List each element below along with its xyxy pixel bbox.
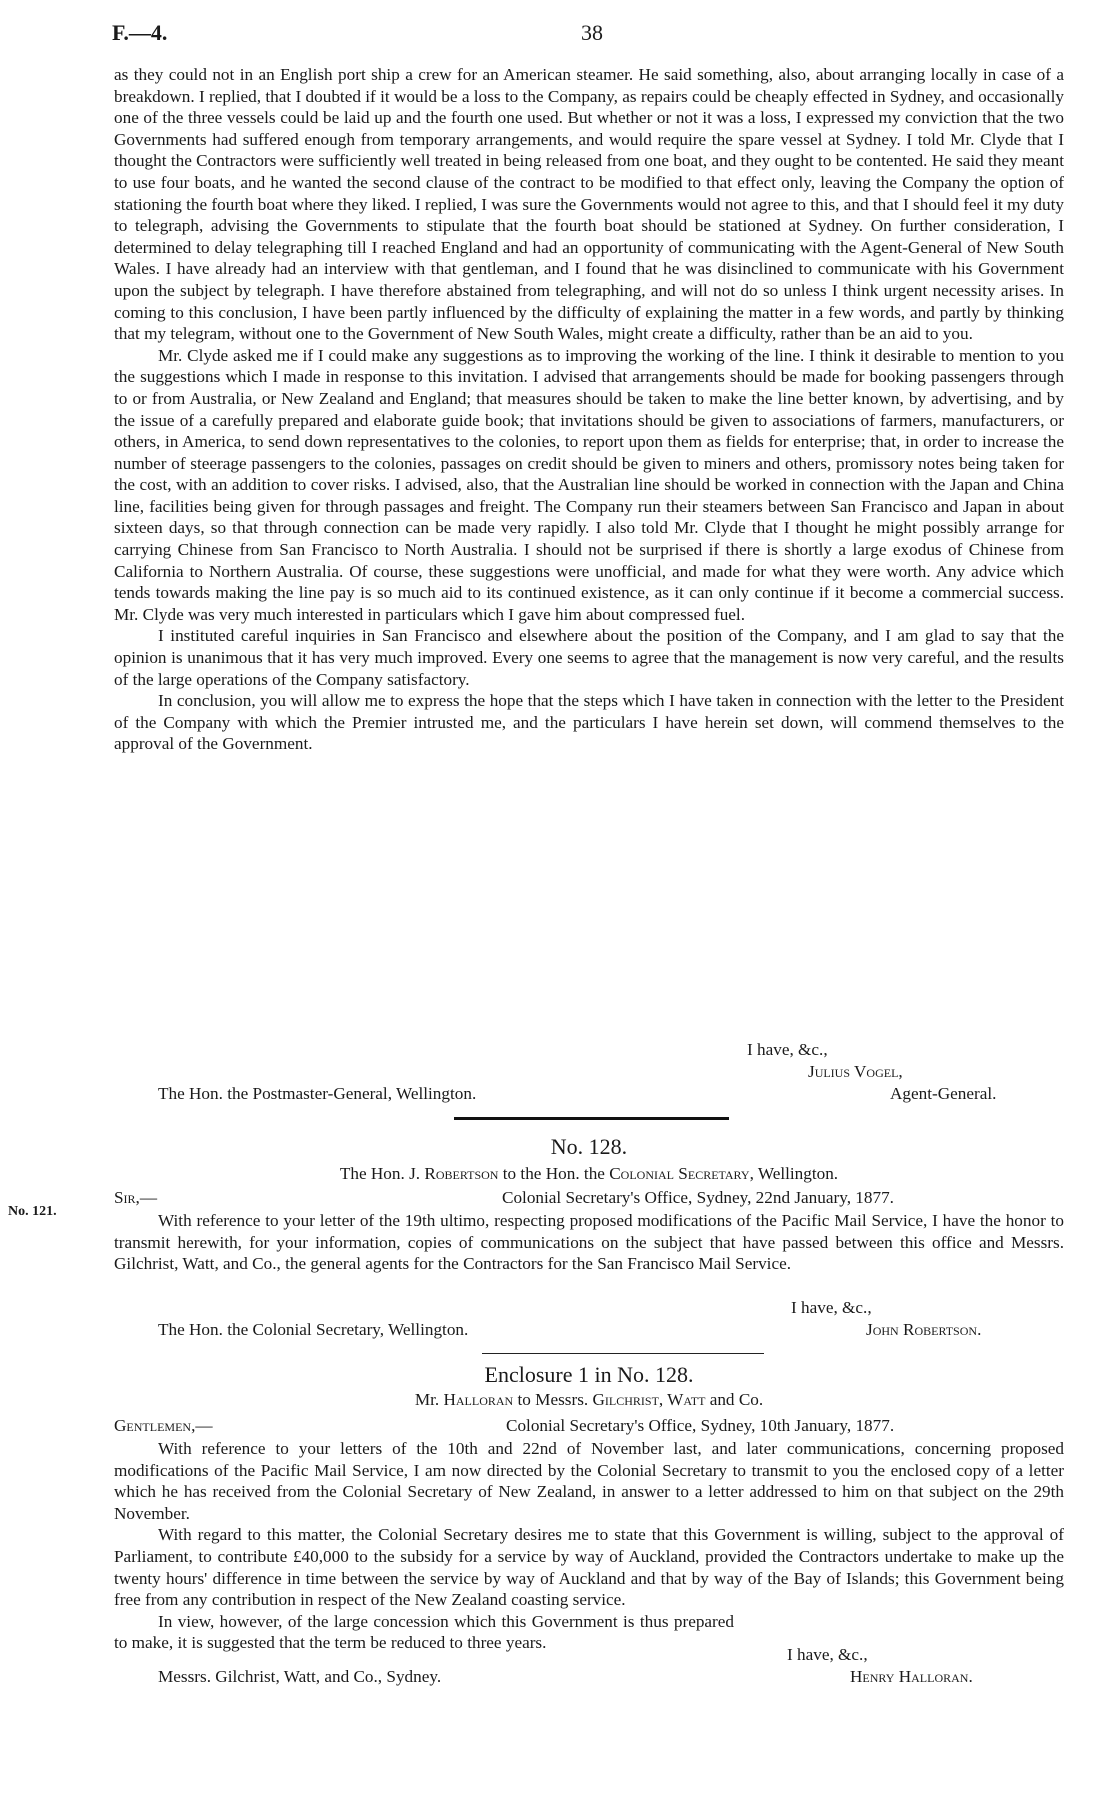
- signature: John Robertson.: [866, 1320, 982, 1339]
- enclosure-subtitle: Mr. Halloran to Messrs. Gilchrist, Watt and Co.: [414, 1390, 764, 1409]
- body-paragraph: I instituted careful inquiries in San Francisco and elsewhere about the position of the Company, and I am glad to say that the opinion is unanimous that it has very much improved. Every one seems to agree that the management is now very careful, and the results of the large operations of the Company satisfactory.: [114, 626, 1064, 689]
- salutation: Sir,—: [114, 1188, 158, 1207]
- enclosure-title: Enclosure 1 in No. 128.: [484, 1362, 694, 1387]
- body-paragraph: Mr. Clyde asked me if I could make any suggestions as to improving the working of the line. I think it desirable to mention to you the suggestions which I made in response to this invitation. I advised that arrangements should be made for booking passengers through to or from Australia, or New Zealand and England; that measures should be taken to make the line better known, by advertising, and by the issue of a carefully prepared and elaborate guide book; that invitations should be given to associations of farmers, manufacturers, or others, in America, to send down representatives to the colonies, to report upon them as fields for enterprise; that, in order to increase the number of steerage passengers to the colonies, passages on credit should be given to miners and others, promissory notes being taken for the cost, with an addition to cover risks. I advised, also, that the Australian line should be worked in connection with the Japan and China line, facilities being given for through passages and freight. The Company run their steamers between San Francisco and Japan in about sixteen days, so that through connection can be made very rapidly. I also told Mr. Clyde that I thought he might possibly arrange for carrying Chinese from San Francisco to North Australia. I should not be surprised if there is shortly a large exodus of Chinese from California to Northern Australia. Of course, these suggestions were unofficial, and made for what they were worth. Any advice which tends towards making the line pay is so much aid to its continued existence, as it can only continue if it become a commercial success. Mr. Clyde was very much interested in particulars which I gave him about compressed fuel.: [114, 345, 1064, 624]
- letter-subtitle: The Hon. J. Robertson to the Hon. the Colonial Secretary, Wellington.: [339, 1164, 839, 1183]
- body-paragraph: With regard to this matter, the Colonial Secretary desires me to state that this Government is willing, subject to the approval of Parliament, to contribute £40,000 to the subsidy for a service by way of Auckland, provided the Contractors undertake to make up the twenty hours' difference in time between the service by way of Auckland and that by way of the Bay of Islands; this Government being free from any contribution in respect of the New Zealand coasting service.: [114, 1525, 1064, 1610]
- recipient-name: Colonial Secretary: [609, 1164, 750, 1183]
- signer-title: Agent-General.: [890, 1084, 997, 1103]
- closing-line: I have, &c.,: [747, 1040, 828, 1059]
- signature: Henry Halloran.: [850, 1667, 973, 1686]
- recipient-name: Gilchrist, Watt: [592, 1390, 706, 1409]
- signature: Julius Vogel,: [808, 1062, 903, 1081]
- body-paragraph: In view, however, of the large concession which this Government is thus prepared to make, it is suggested that the term be reduced to three years.: [114, 1611, 734, 1653]
- body-paragraph: as they could not in an English port ship a crew for an American steamer. He said something, also, about arranging locally in case of a breakdown. I replied, that I doubted if it would be a loss to the Company, as repairs could be cheaply effected in Sydney, and occasionally one of the three vessels could be laid up and the fourth one used. But whether or not it was a loss, I expressed my conviction that the two Governments had suffered enough from temporary arrangements, and would require the spare vessel at Sydney. I told Mr. Clyde that I thought the Contractors were sufficiently well treated in being released from one boat, and they ought to be contented. He said they meant to use four boats, and he wanted the second clause of the contract to be modified to that effect only, leaving the Company the option of stationing the fourth boat where they liked. I replied, I was sure the Governments would not agree to this, and that I should feel it my duty to telegraph, advising the Governments to stipulate that the fourth boat should be stationed at Sydney. On further consideration, I determined to delay telegraphing till I reached England and had an opportunity of communicating with the Agent-General of New South Wales. I have already had an interview with that gentleman, and I found that he was disinclined to communicate with his Government upon the subject by telegraph. I have therefore abstained from telegraphing, and will not do so unless I think urgent necessity arises. In coming to this conclusion, I have been partly influenced by the difficulty of explaining the matter in a few words, and partly by thinking that my telegram, without one to the Government of New South Wales, might create a difficulty, rather than be an aid to you.: [114, 65, 1064, 344]
- sender-name: Robertson: [424, 1164, 499, 1183]
- closing-line: I have, &c.,: [787, 1645, 868, 1664]
- letter-body: [114, 1210, 1064, 1275]
- section-divider: [482, 1353, 764, 1354]
- body-paragraph: In conclusion, you will allow me to express the hope that the steps which I have taken in connection with the letter to the President of the Company with which the Premier intrusted me, and the particulars I have herein set down, will commend themselves to the approval of the Government.: [114, 691, 1064, 754]
- section-divider: [454, 1117, 729, 1120]
- letter-continuation: [114, 64, 1064, 755]
- addressee: The Hon. the Postmaster-General, Wellington.: [158, 1084, 477, 1103]
- page-number: 38: [581, 20, 603, 45]
- margin-reference: No. 121.: [8, 1204, 57, 1219]
- document-reference: F.—4.: [112, 20, 168, 45]
- salutation: Gentlemen,—: [114, 1416, 213, 1435]
- enclosure-body: [114, 1438, 1064, 1654]
- closing-line: I have, &c.,: [791, 1298, 872, 1317]
- body-paragraph: With reference to your letter of the 19th ultimo, respecting proposed modifications of the Pacific Mail Service, I have the honor to transmit herewith, for your information, copies of communications on the subject that have passed between this office and Messrs. Gilchrist, Watt, and Co., the general agents for the Contractors for the San Francisco Mail Service.: [114, 1211, 1064, 1274]
- addressee: Messrs. Gilchrist, Watt, and Co., Sydney.: [158, 1667, 442, 1686]
- dateline: Colonial Secretary's Office, Sydney, 22nd January, 1877.: [502, 1188, 894, 1207]
- sender-name: Halloran: [443, 1390, 514, 1409]
- letter-number-title: No. 128.: [550, 1134, 628, 1159]
- addressee: The Hon. the Colonial Secretary, Wellington.: [158, 1320, 469, 1339]
- dateline: Colonial Secretary's Office, Sydney, 10th January, 1877.: [506, 1416, 895, 1435]
- body-paragraph: With reference to your letters of the 10th and 22nd of November last, and later communications, concerning proposed modifications of the Pacific Mail Service, I am now directed by the Colonial Secretary to transmit to you the enclosed copy of a letter which he has received from the Colonial Secretary of New Zealand, in answer to a letter addressed to him on that subject on the 29th November.: [114, 1439, 1064, 1523]
